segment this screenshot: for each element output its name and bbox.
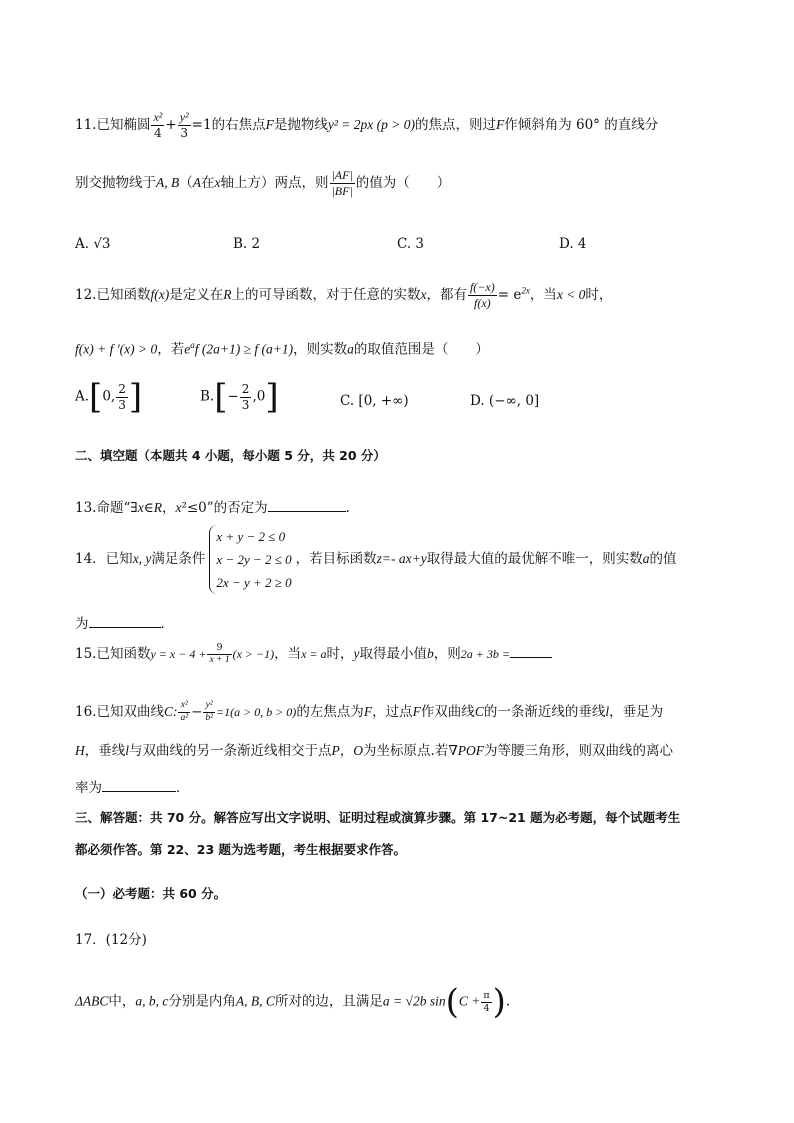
q16-text: 的一条渐近线的垂线 [483,703,606,720]
math-expr: A, B, C [235,993,275,1009]
q12-line2 [75,340,489,358]
q17-text: 中， [108,993,136,1010]
q16-text: 的左焦点为 [296,703,364,720]
fraction-denominator: 4 [154,126,162,140]
q11-text: 11.已知椭圆 [75,117,151,133]
answer-blank[interactable] [102,777,176,792]
q11-option-d[interactable]: D. 4 [559,236,587,252]
q12-text: 上的可导函数，对于任意的实数 [231,287,421,303]
q16-line2 [75,743,673,759]
math-expr: x = a [301,646,327,661]
left-paren: ( [445,982,459,1022]
q14-text: 取得最大值的最优解不唯一，则实数 [426,551,643,567]
q14-text: 14．已知 [75,551,133,567]
math-expr: (x > −1) [232,646,275,661]
fraction-numerator: y² [203,700,215,713]
fraction-numerator: 2 [118,381,126,396]
math-var: A, B [156,175,180,190]
math-expr: C + [458,993,481,1009]
q15-text: 取得最小值 [359,645,428,662]
q12-text: 12.已知函数 [75,287,151,303]
math-var: R [153,500,162,515]
q16-text: 为坐标原点.若 [363,743,449,759]
ratio-fraction [330,168,355,199]
math-expr: f(x) [150,287,170,302]
q11-text: 的右焦点 [211,117,266,133]
math-expr: a, b, c [135,993,169,1009]
fraction-denominator: b² [205,712,214,723]
math-expr: = e [497,287,522,303]
q14-text: 满足条件 [151,551,206,567]
q12-option-c[interactable]: C. [0, +∞) [340,393,409,409]
exponent: a [190,340,195,350]
q12-text: 时， [585,287,613,303]
option-label: B. [200,388,215,405]
required-questions-heading: （一）必考题：共 60 分。 [75,886,227,901]
pi-over-four-fraction [481,990,491,1015]
math-expr: 2a + 3b = [460,646,510,661]
left-bracket: [ [214,377,228,417]
q16-text: ，垂线 [84,743,126,759]
constraint: 2x − y + 2 ≥ 0 [216,575,292,590]
q14-text: ，若目标函数 [295,551,377,567]
constraint-system [209,525,291,594]
q11-text: 轴上方）两点，则 [220,175,329,191]
q11-line1 [75,110,658,141]
q11-text: 的焦点，则过 [414,117,496,133]
section-2-heading: 二、填空题（本题共 4 小题，每小题 5 分，共 20 分） [75,448,386,463]
math-var: x [420,287,427,302]
q14-text: 为 [75,616,89,632]
math-var: R [223,287,232,302]
math-var: x [175,500,182,515]
math-expr: y = x − 4 + [150,646,207,661]
q11-option-b[interactable]: B. 2 [233,236,261,252]
q13-text: ， [161,500,176,516]
parabola-equation: y² = 2px (p > 0) [327,117,415,132]
fraction-denominator: f(x) [474,296,491,310]
q17-line [75,982,511,1022]
fraction-numerator: y² [179,110,189,124]
fraction-numerator: f(−x) [469,280,495,294]
math-expr: f(x) + f ′(x) > 0 [75,341,158,357]
fraction-denominator: 4 [483,1002,490,1014]
q15-text: 15.已知函数 [75,645,151,662]
option-fraction [240,382,252,413]
plus-sign: + [165,117,177,133]
q11-text: 是抛物线 [273,117,328,133]
q12-fraction [468,280,497,311]
option-fraction [116,382,128,413]
constraint: x + y − 2 ≤ 0 [216,529,286,544]
math-expr: x < 0 [556,287,586,302]
q11-text: 作倾斜角为 60° 的直线分 [504,117,659,133]
q15-text: ，则 [433,645,461,662]
fraction-numerator: 9 [207,642,231,655]
math-expr: 0, [102,388,116,405]
exponent: 2x [521,285,530,296]
q12-text: 的取值范围是（ ） [353,341,489,358]
q12-option-a[interactable] [75,377,143,417]
answer-blank[interactable] [89,613,161,628]
math-expr: a = √2b sin [382,993,446,1009]
q16-line3 [75,777,190,796]
fraction-numerator: 2 [241,381,250,396]
math-expr: z=- ax+y [376,551,427,566]
math-var: P [331,743,340,758]
math-var: a [347,341,354,357]
hyperbola-x-fraction [178,700,190,725]
fraction-numerator: |AF| [331,168,353,182]
math-var: A [192,175,201,190]
math-var: a [642,551,650,566]
q11-text: 别交抛物线于 [75,175,156,191]
q17-text: 分别是内角 [168,993,236,1010]
q12-text: ，则实数 [293,341,348,358]
math-var: H [75,743,85,758]
math-var: l [605,703,610,719]
fraction-denominator: 3 [180,126,189,140]
math-expr: =1(a > 0, b > 0) [216,704,297,719]
math-var: x [137,500,144,515]
q16-line1 [75,700,663,725]
fraction-denominator: |BF| [331,184,353,198]
q11-option-a[interactable]: A. √3 [75,236,111,252]
fraction-denominator: a² [180,712,189,723]
q11-text: 在 [201,175,215,191]
math-var: x [214,175,221,190]
right-bracket: ] [265,377,279,417]
q16-text: 率为 [75,780,102,796]
math-var: y [353,645,360,661]
q14-text: 的值 [649,551,677,567]
ellipse-x-fraction [151,110,164,141]
fraction-numerator: π [483,989,490,1001]
section-3-heading-cont: 都必须作答。第 22、23 题为选考题，考生根据要求作答。 [75,842,406,857]
math-var: F [412,703,421,719]
right-bracket: ] [128,377,143,417]
fraction-denominator: 3 [241,397,250,412]
q15-fraction [207,642,231,667]
math-var: x, y [132,551,152,566]
math-expr: ΔABC [75,993,109,1009]
q14-line2 [75,613,174,632]
math-var: C: [163,703,178,719]
fraction-denominator: x + 1 [209,654,230,665]
q13-text: ²≤0”的否定为 [181,500,268,516]
math-expr: ,0 [252,388,266,405]
q17-title: 17．(12分) [75,932,147,948]
q16-text: ，过点 [372,703,413,720]
math-var: F [363,703,373,719]
q15-text: ，当 [274,645,302,662]
q17-text: . [505,993,511,1010]
math-var: C [474,703,484,719]
ellipse-y-fraction [178,110,191,141]
right-paren: ) [492,982,506,1022]
q12-text: ，若 [157,341,185,358]
q16-text: 为等腰三角形，则双曲线的离心 [483,743,673,759]
q16-text: 与双曲线的另一条渐近线相交于点 [129,743,332,759]
math-expr: e [184,341,191,357]
section-3-heading: 三、解答题：共 70 分。解答应写出文字说明、证明过程或演算步骤。第 17~21 题为必考题，每个试题考生 [75,810,681,825]
math-var: b [427,645,434,661]
q12-option-b[interactable] [200,377,279,417]
math-var: F [265,117,274,132]
q15-line [75,642,552,667]
minus-sign: − [191,703,203,720]
q12-text: ，都有 [426,287,467,303]
q12-line1 [75,280,612,311]
math-expr: f (2a+1) ≥ f (a+1) [194,341,294,357]
q13-line [75,497,359,516]
q11-text: 的值为（ ） [355,175,451,191]
q17-text: 所对的边，且满足 [274,993,383,1010]
math-var: l [125,743,130,758]
q15-text: 时， [326,645,354,662]
equals-one: =1 [191,117,212,133]
q13-text: ∈ [143,500,154,516]
q14-text: ． [160,616,174,632]
answer-blank[interactable] [510,643,552,658]
option-label: A. [75,388,90,405]
math-var: O [353,743,364,758]
q11-option-c[interactable]: C. 3 [397,236,425,252]
answer-blank[interactable] [268,497,346,512]
q16-text: 作双曲线 [420,703,475,720]
q16-text: 16.已知双曲线 [75,703,164,720]
q12-text: 是定义在 [169,287,224,303]
q16-text: ． [176,780,190,796]
q16-text: ， [339,743,354,759]
q12-text: ，当 [529,287,557,303]
q11-text: （ [179,175,193,191]
q11-line2 [75,168,450,199]
math-var: F [495,117,505,132]
constraint: x − 2y − 2 ≤ 0 [216,552,292,567]
q16-text: ，垂足为 [609,703,664,720]
hyperbola-y-fraction [203,700,215,725]
fraction-numerator: x² [178,700,190,713]
minus-sign: − [227,388,239,405]
math-expr: ∇POF [448,743,484,758]
q14-line1 [75,525,676,594]
left-bracket: [ [89,377,103,417]
q13-text: ． [345,500,360,516]
q12-option-d[interactable]: D. (−∞, 0] [470,393,540,409]
fraction-numerator: x² [153,110,163,124]
fraction-denominator: 3 [118,397,126,412]
q13-text: 13.命题“∃ [75,500,138,516]
